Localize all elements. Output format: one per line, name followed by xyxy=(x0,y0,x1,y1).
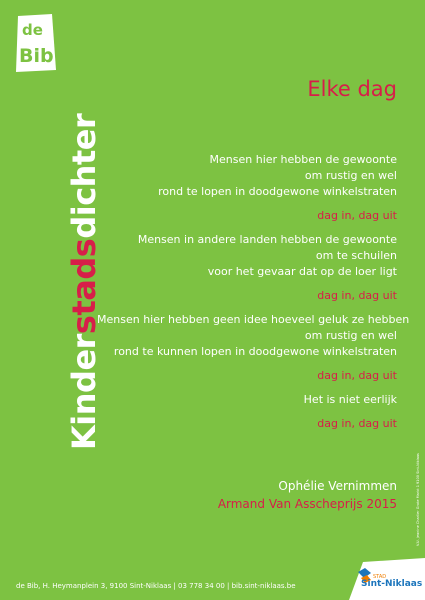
title-part-stads: stads xyxy=(65,238,103,335)
poem-line: om rustig en wel xyxy=(304,169,397,182)
footer-address: de Bib, H. Heymanplein 3, 9100 Sint-Niklaas | 03 778 34 00 | bib.sint-niklaas.be xyxy=(16,582,296,590)
poem-refrain: dag in, dag uit xyxy=(317,417,397,430)
poem-body xyxy=(97,152,410,432)
kinderstadsdichter-title xyxy=(6,113,103,450)
poem-line: rond te lopen in doodgewone winkelstraten xyxy=(158,185,397,198)
poem-line: om rustig en wel xyxy=(304,329,397,342)
poem-refrain: dag in, dag uit xyxy=(317,289,397,302)
poem-line: Mensen hier hebben de gewoonte xyxy=(209,153,397,166)
publisher-credit xyxy=(409,436,420,546)
de-bib-logo xyxy=(14,14,58,72)
poem-line: Mensen hier hebben geen idee hoeveel geluk ze hebben xyxy=(97,313,410,326)
sint-niklaas-logo xyxy=(325,558,425,600)
poem-title: Elke dag xyxy=(307,77,397,101)
poem-line: voor het gevaar dat op de loer ligt xyxy=(207,265,397,278)
city-logo-label: Sint-Niklaas xyxy=(361,579,423,589)
publisher-credit-text: V.U. Jeanine Charlier Grote Markt 1 9100 Sint-Niklaas xyxy=(416,453,420,546)
poem-line: rond te kunnen lopen in doodgewone winkelstraten xyxy=(113,345,397,358)
logo-text-top: de xyxy=(22,21,43,39)
poem-final-line: Het is niet eerlijk xyxy=(303,393,397,406)
poem-refrain: dag in, dag uit xyxy=(317,369,397,382)
logo-text-bottom: Bib xyxy=(19,45,54,67)
poem-line: om te schuilen xyxy=(315,249,397,262)
poem-line: Mensen in andere landen hebben de gewoonte xyxy=(137,233,397,246)
title-part-kinder: Kinder xyxy=(65,334,103,450)
author-block xyxy=(218,477,397,513)
title-part-dichter: dichter xyxy=(65,113,103,239)
city-logo-small-label: STAD xyxy=(373,574,387,580)
author-prize: Armand Van Asscheprijs 2015 xyxy=(217,497,397,511)
author-name: Ophélie Vernimmen xyxy=(278,479,397,493)
poem-refrain: dag in, dag uit xyxy=(317,209,397,222)
de-bib-logo-shape xyxy=(14,14,58,72)
